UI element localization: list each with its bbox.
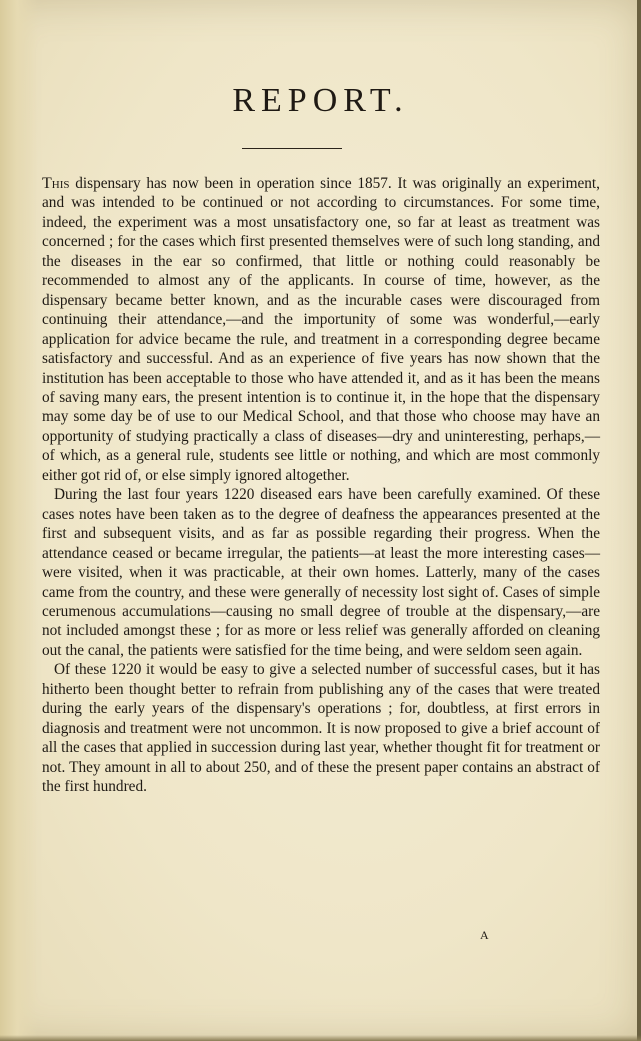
paragraph-3: Of these 1220 it would be easy to give a selected number of successful cases, but it has hitherto been thought better to refrain from publishing any of the cases that were treated during the early years of the dispensary's operations ; for, doubtless, at first errors in diagnosis and treatment were not uncommon. It is now proposed to give a brief account of all the cases that applied in succession during last year, whether thought fit for treatment or not. They amount in all to about 250, and of these the present paper contains an abstract of the first hundred.: [42, 661, 600, 796]
paragraph-2: During the last four years 1220 diseased ears have been carefully examined. Of these cases notes have been taken as to the degree of deafness the appearances presented at the first and subsequent visits, and as far as possible regarding their progress. When the attendance ceased or became irregular, the patients—at least the more interesting cases—were visited, when it was practicable, at their own homes. Latterly, many of the cases came from the country, and these were generally of necessity lost sight of. Cases of simple cerumenous accumulations—causing no small degree of trouble at the dispensary,—are not included amongst these ; for as more or less relief was generally afforded on cleaning out the canal, the patients were satisfied for the time being, and were seldom seen again.: [42, 486, 600, 659]
signature-mark: A: [480, 928, 490, 942]
paragraph-1-lead: This: [42, 175, 70, 192]
page-edge: [637, 0, 641, 1041]
report-body: [42, 174, 600, 797]
page-title: REPORT.: [232, 82, 409, 119]
page-bottom-edge: [0, 1035, 641, 1041]
binding-shadow: [0, 0, 38, 1041]
title-rule: [242, 148, 342, 149]
paragraph-1-text: dispensary has now been in operation since 1857. It was originally an experiment, and was intended to be continued or not according to circumstances. For some time, indeed, the experiment was a most unsatisfactory one, so far at least as treatment was concerned ; for the cases which first presented themselves were of such long standing, and the diseases in the ear so confirmed, that little or nothing could reasonably be recommended to almost any of the applicants. In course of time, however, as the dispensary became better known, and as the incurable cases were discouraged from continuing their attendance,—and the importunity of some was wonderful,—early application for advice became the rule, and treatment in a corresponding degree became satisfactory and successful. And as an experience of five years has now shown that the institution has been acceptable to those who have attended it, and as it has been the means of saving many ears, the present intention is to continue it, in the hope that the dispensary may some day be of use to our Medical School, and that those who choose may have an opportunity of studying practically a class of diseases—dry and uninteresting, perhaps,—of which, as a general rule, students see little or nothing, and which are most commonly either got rid of, or else simply ignored altogether.: [42, 175, 600, 484]
paragraph-1: [42, 174, 600, 485]
